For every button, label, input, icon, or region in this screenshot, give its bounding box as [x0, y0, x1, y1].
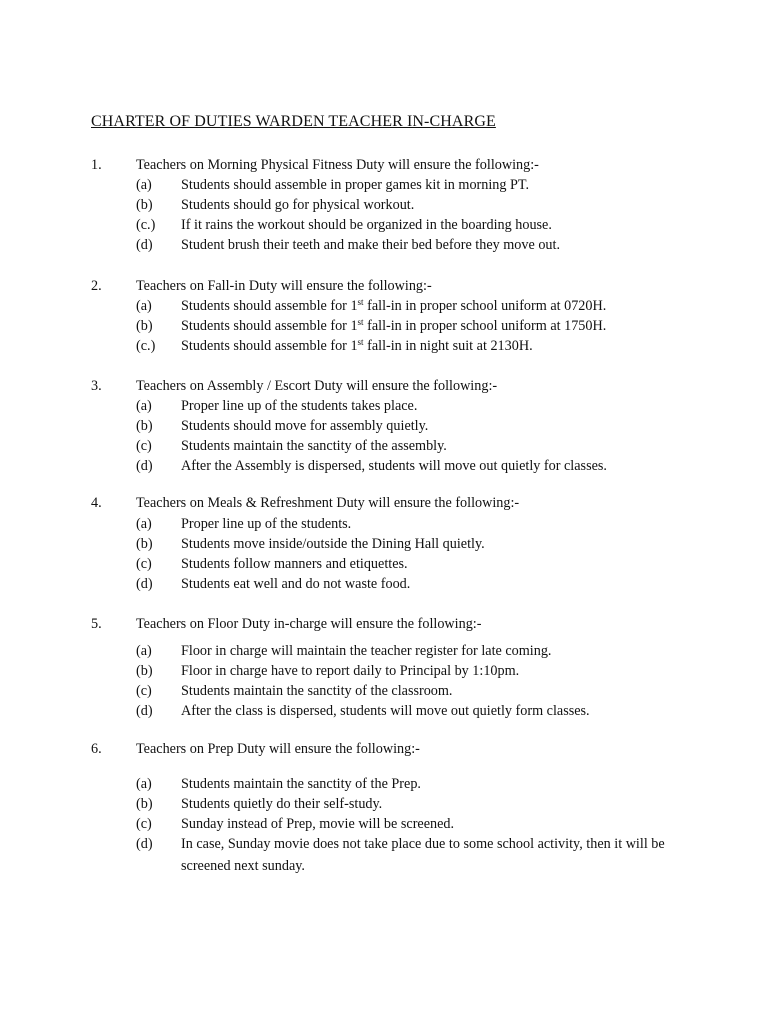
item-text [181, 317, 606, 335]
item-label: (b) [136, 197, 153, 213]
item-text-sup: st [357, 337, 364, 347]
item-text: Students eat well and do not waste food. [181, 576, 411, 592]
item-label: (b) [136, 418, 153, 434]
section-3-number: 3. [91, 378, 102, 394]
item-label: (a) [136, 177, 152, 193]
section-4-heading: Teachers on Meals & Refreshment Duty will ensure the following:- [136, 495, 520, 511]
item-text: Sunday instead of Prep, movie will be screened. [181, 816, 455, 832]
item-text: Student brush their teeth and make their bed before they move out. [181, 237, 561, 253]
item-label: (a) [136, 516, 152, 532]
item-text-continuation: screened next sunday. [181, 858, 305, 874]
item-text-sup: st [357, 317, 364, 327]
item-text-post: fall-in in proper school uniform at 1750H. [363, 318, 607, 334]
item-label: (d) [136, 703, 153, 719]
item-text [181, 297, 606, 315]
section-1-number: 1. [91, 157, 102, 173]
item-label: (c) [136, 556, 152, 572]
section-5-number: 5. [91, 616, 102, 632]
item-label: (b) [136, 796, 153, 812]
item-text: Students maintain the sanctity of the Prep. [181, 776, 421, 792]
item-label: (d) [136, 576, 153, 592]
section-3-heading: Teachers on Assembly / Escort Duty will ensure the following:- [136, 378, 498, 394]
item-text: Students move inside/outside the Dining Hall quietly. [181, 536, 485, 552]
item-text-pre: Students should assemble for 1 [181, 318, 358, 334]
item-text-post: fall-in in proper school uniform at 0720H. [363, 298, 607, 314]
item-label: (a) [136, 776, 152, 792]
item-text-post: fall-in in night suit at 2130H. [363, 338, 533, 354]
section-6-number: 6. [91, 741, 102, 757]
item-label: (c) [136, 683, 152, 699]
item-text [181, 337, 533, 355]
item-text: Students quietly do their self-study. [181, 796, 383, 812]
item-label: (c) [136, 438, 152, 454]
section-2-heading: Teachers on Fall-in Duty will ensure the following:- [136, 278, 432, 294]
item-text: Students follow manners and etiquettes. [181, 556, 408, 572]
item-label: (c.) [136, 338, 156, 354]
item-label: (c) [136, 816, 152, 832]
section-4-number: 4. [91, 495, 102, 511]
item-text: Floor in charge have to report daily to Principal by 1:10pm. [181, 663, 520, 679]
item-text: Floor in charge will maintain the teacher register for late coming. [181, 643, 552, 659]
item-text: After the class is dispersed, students will move out quietly form classes. [181, 703, 590, 719]
item-label: (d) [136, 836, 153, 852]
item-label: (a) [136, 643, 152, 659]
item-text-pre: Students should assemble for 1 [181, 298, 358, 314]
section-5-heading: Teachers on Floor Duty in-charge will ensure the following:- [136, 616, 482, 632]
item-text: Students should go for physical workout. [181, 197, 415, 213]
item-text-sup: st [357, 297, 364, 307]
item-text: Students should assemble in proper games kit in morning PT. [181, 177, 530, 193]
item-label: (b) [136, 536, 153, 552]
item-label: (d) [136, 458, 153, 474]
section-1-heading: Teachers on Morning Physical Fitness Duty will ensure the following:- [136, 157, 539, 173]
item-label: (a) [136, 298, 152, 314]
item-text: Students maintain the sanctity of the classroom. [181, 683, 453, 699]
section-6-heading: Teachers on Prep Duty will ensure the following:- [136, 741, 420, 757]
section-2-number: 2. [91, 278, 102, 294]
item-text: After the Assembly is dispersed, students will move out quietly for classes. [181, 458, 607, 474]
item-text: Students should move for assembly quietly. [181, 418, 429, 434]
item-label: (d) [136, 237, 153, 253]
item-text: Students maintain the sanctity of the assembly. [181, 438, 447, 454]
item-label: (a) [136, 398, 152, 414]
item-text: Proper line up of the students. [181, 516, 352, 532]
item-text: Proper line up of the students takes place. [181, 398, 418, 414]
document-title: CHARTER OF DUTIES WARDEN TEACHER IN-CHARGE [91, 113, 496, 130]
item-label: (b) [136, 663, 153, 679]
item-label: (b) [136, 318, 153, 334]
item-label: (c.) [136, 217, 156, 233]
item-text: If it rains the workout should be organized in the boarding house. [181, 217, 552, 233]
item-text: In case, Sunday movie does not take place due to some school activity, then it will be [181, 836, 665, 852]
item-text-pre: Students should assemble for 1 [181, 338, 358, 354]
